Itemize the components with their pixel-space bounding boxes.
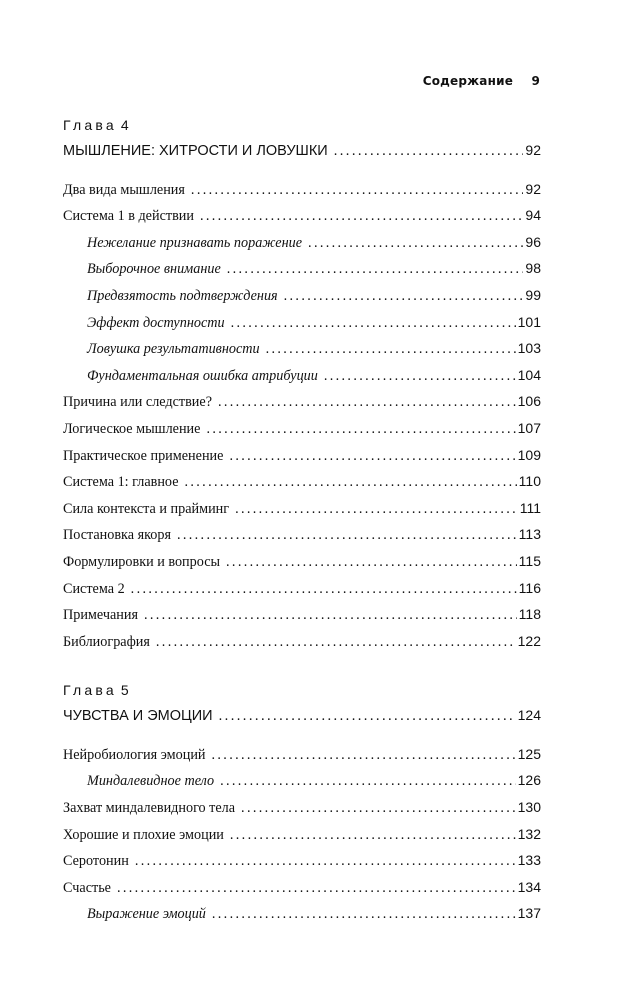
dot-leader xyxy=(235,499,518,519)
toc-subentry xyxy=(63,312,541,339)
dot-leader xyxy=(334,141,524,161)
dot-leader xyxy=(191,180,524,200)
toc-entry xyxy=(63,445,541,472)
entry-page-number: 92 xyxy=(525,142,541,158)
entry-title: Два вида мышления xyxy=(63,181,185,198)
toc-entry xyxy=(63,604,541,631)
entry-page-number: 106 xyxy=(517,393,541,410)
toc-entry xyxy=(63,797,541,824)
dot-leader xyxy=(177,525,517,545)
entry-page-number: 101 xyxy=(517,313,541,330)
entry-title: Выборочное внимание xyxy=(87,261,221,278)
chapter-heading xyxy=(63,140,541,167)
dot-leader xyxy=(212,745,516,765)
entry-page-number: 103 xyxy=(517,340,541,357)
toc-entry xyxy=(63,418,541,445)
toc-subentry xyxy=(63,258,541,285)
toc-entry xyxy=(63,877,541,904)
toc-subentry xyxy=(63,232,541,259)
toc-entry xyxy=(63,391,541,418)
entry-page-number: 104 xyxy=(517,366,541,383)
chapter-spacer xyxy=(63,657,541,679)
page-number: 9 xyxy=(531,74,540,88)
entry-page-number: 110 xyxy=(518,473,541,490)
running-header xyxy=(423,74,540,88)
entry-title: Выражение эмоций xyxy=(87,906,206,923)
toc-subentry xyxy=(63,365,541,392)
chapter-label xyxy=(63,114,541,140)
dot-leader xyxy=(212,904,516,924)
entry-page-number: 122 xyxy=(517,632,541,649)
entry-page-number: 130 xyxy=(517,799,541,816)
entry-page-number: 124 xyxy=(517,707,541,724)
dot-leader xyxy=(185,472,517,492)
entry-title: Эффект доступности xyxy=(87,314,225,331)
dot-leader xyxy=(144,605,517,625)
entry-page-number: 137 xyxy=(517,905,541,922)
dot-leader xyxy=(206,419,515,439)
entry-page-number: 134 xyxy=(517,878,541,895)
entry-page-number: 125 xyxy=(517,745,541,762)
dot-leader xyxy=(229,446,515,466)
entry-title: Предвзятость подтверждения xyxy=(87,287,278,304)
dot-leader xyxy=(135,851,516,871)
entry-page-number: 133 xyxy=(517,852,541,869)
entry-page-number: 98 xyxy=(525,260,541,277)
entry-title: МЫШЛЕНИЕ: ХИТРОСТИ И ЛОВУШКИ xyxy=(63,143,328,159)
dot-leader xyxy=(219,706,516,726)
entry-title: Система 1 в действии xyxy=(63,208,194,225)
entry-page-number: 126 xyxy=(517,772,541,789)
entry-title: Нейробиология эмоций xyxy=(63,746,206,763)
entry-title: Захват миндалевидного тела xyxy=(63,800,236,817)
entry-title: Фундаментальная ошибка атрибуции xyxy=(87,367,318,384)
entry-title: Постановка якоря xyxy=(63,527,171,544)
toc-entry xyxy=(63,850,541,877)
dot-leader xyxy=(200,206,523,226)
dot-leader xyxy=(230,825,516,845)
entry-title: Практическое применение xyxy=(63,447,224,464)
entry-title: Хорошие и плохие эмоции xyxy=(63,826,224,843)
dot-leader xyxy=(241,798,516,818)
running-header-title: Содержание xyxy=(422,74,514,88)
heading-spacer xyxy=(63,167,541,179)
entry-title: Нежелание признавать поражение xyxy=(87,234,303,251)
dot-leader xyxy=(227,259,524,279)
entry-page-number: 96 xyxy=(525,233,541,250)
entry-title: Причина или следствие? xyxy=(63,394,212,411)
entry-title: Формулировки и вопросы xyxy=(63,553,221,570)
entry-page-number: 116 xyxy=(518,579,541,596)
toc-subentry xyxy=(63,338,541,365)
dot-leader xyxy=(284,286,524,306)
dot-leader xyxy=(220,771,516,791)
entry-title: Миндалевидное тело xyxy=(87,773,215,790)
dot-leader xyxy=(231,313,516,333)
entry-page-number: 107 xyxy=(517,419,541,436)
dot-leader xyxy=(156,632,516,652)
chapter-label xyxy=(63,679,541,705)
toc-entry xyxy=(63,824,541,851)
chapter-number: 5 xyxy=(120,682,132,699)
entry-page-number: 132 xyxy=(517,825,541,842)
chapter-heading xyxy=(63,705,541,732)
entry-title: Ловушка результативности xyxy=(87,341,260,358)
chapter-number: 4 xyxy=(120,117,132,133)
dot-leader xyxy=(117,878,516,898)
toc-entry xyxy=(63,179,541,206)
toc-entry xyxy=(63,551,541,578)
entry-title: Серотонин xyxy=(63,853,129,870)
entry-page-number: 115 xyxy=(518,552,541,569)
chapter-word: Глава xyxy=(63,682,117,699)
entry-page-number: 92 xyxy=(525,180,541,197)
entry-title: Система 1: главное xyxy=(63,474,179,491)
dot-leader xyxy=(131,579,517,599)
heading-spacer xyxy=(63,732,541,744)
entry-title: Счастье xyxy=(63,879,111,896)
entry-page-number: 99 xyxy=(525,286,541,303)
toc-subentry xyxy=(63,285,541,312)
toc-subentry xyxy=(63,770,541,797)
entry-title: Логическое мышление xyxy=(63,420,201,437)
dot-leader xyxy=(226,552,517,572)
toc-entry xyxy=(63,498,541,525)
toc-entry xyxy=(63,205,541,232)
entry-page-number: 94 xyxy=(525,207,541,224)
dot-leader xyxy=(324,366,516,386)
entry-title: Система 2 xyxy=(63,580,125,597)
toc-subentry xyxy=(63,903,541,930)
entry-page-number: 111 xyxy=(519,499,541,516)
dot-leader xyxy=(266,339,516,359)
toc-entry xyxy=(63,744,541,771)
toc-entry xyxy=(63,471,541,498)
entry-title: Примечания xyxy=(63,607,138,624)
chapter-word: Глава xyxy=(63,117,117,133)
entry-title: Библиография xyxy=(63,633,150,650)
entry-page-number: 109 xyxy=(517,446,541,463)
toc-entry xyxy=(63,578,541,605)
dot-leader xyxy=(218,392,516,412)
entry-title: Сила контекста и прайминг xyxy=(63,500,230,517)
table-of-contents xyxy=(63,114,541,930)
toc-entry xyxy=(63,631,541,658)
entry-page-number: 113 xyxy=(518,526,541,543)
entry-title: ЧУВСТВА И ЭМОЦИИ xyxy=(63,708,213,725)
toc-entry xyxy=(63,524,541,551)
dot-leader xyxy=(308,233,523,253)
entry-page-number: 118 xyxy=(518,606,541,623)
